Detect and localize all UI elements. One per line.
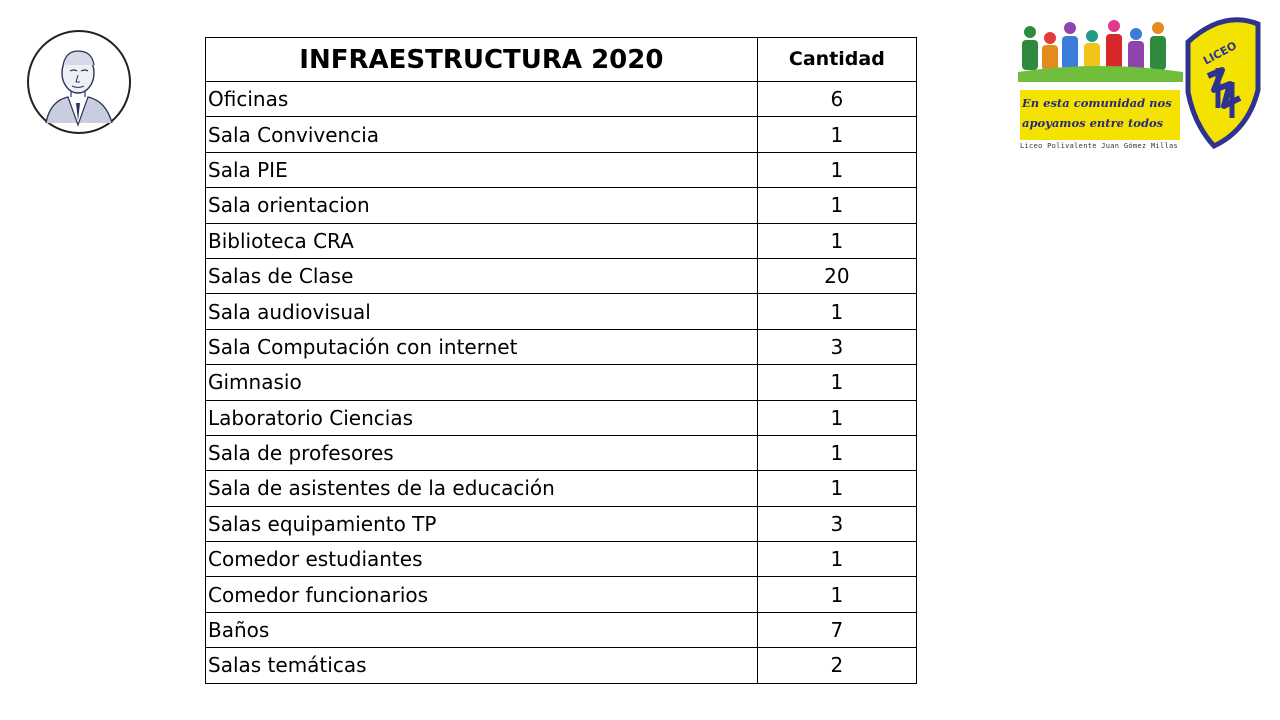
quantity-header: Cantidad [757, 38, 916, 82]
facility-name: Sala de profesores [206, 435, 758, 470]
facility-quantity: 1 [757, 400, 916, 435]
facility-quantity: 1 [757, 542, 916, 577]
facility-name: Sala de asistentes de la educación [206, 471, 758, 506]
founder-portrait-icon [26, 29, 132, 135]
table-row [206, 400, 917, 435]
motto-line-1: En esta comunidad nos [1022, 96, 1172, 110]
facility-name: Comedor estudiantes [206, 542, 758, 577]
facility-quantity: 6 [757, 82, 916, 117]
table-row [206, 506, 917, 541]
facility-quantity: 1 [757, 471, 916, 506]
facility-quantity: 3 [757, 329, 916, 364]
table-row [206, 152, 917, 187]
facility-name: Sala Convivencia [206, 117, 758, 152]
facility-name: Sala orientacion [206, 188, 758, 223]
facility-name: Salas de Clase [206, 258, 758, 293]
table-row [206, 471, 917, 506]
table-row [206, 294, 917, 329]
facility-name: Gimnasio [206, 365, 758, 400]
motto-line-2: apoyamos entre todos [1022, 116, 1164, 130]
facility-quantity: 7 [757, 612, 916, 647]
facility-name: Biblioteca CRA [206, 223, 758, 258]
facility-name: Salas temáticas [206, 648, 758, 683]
table-row [206, 329, 917, 364]
facility-name: Oficinas [206, 82, 758, 117]
table-row [206, 188, 917, 223]
facility-quantity: 1 [757, 152, 916, 187]
facility-quantity: 1 [757, 223, 916, 258]
school-logo [1018, 12, 1264, 152]
table-header-row [206, 38, 917, 82]
table-row [206, 223, 917, 258]
facility-quantity: 3 [757, 506, 916, 541]
community-figures-icon [1018, 20, 1183, 82]
table-row [206, 648, 917, 683]
facility-name: Laboratorio Ciencias [206, 400, 758, 435]
table-row [206, 542, 917, 577]
infrastructure-table [205, 37, 917, 684]
facility-quantity: 1 [757, 435, 916, 470]
facility-name: Baños [206, 612, 758, 647]
crest-label: LICEO [1201, 39, 1239, 68]
table-row [206, 435, 917, 470]
facility-quantity: 1 [757, 577, 916, 612]
facility-name: Sala audiovisual [206, 294, 758, 329]
facility-name: Sala PIE [206, 152, 758, 187]
table-row [206, 258, 917, 293]
table-row [206, 365, 917, 400]
school-name: Liceo Polivalente Juan Gómez Millas [1020, 142, 1179, 150]
facility-quantity: 1 [757, 294, 916, 329]
table-row [206, 577, 917, 612]
table-row [206, 117, 917, 152]
facility-name: Sala Computación con internet [206, 329, 758, 364]
facility-quantity: 1 [757, 117, 916, 152]
table-title: INFRAESTRUCTURA 2020 [206, 38, 758, 82]
facility-name: Comedor funcionarios [206, 577, 758, 612]
table-row [206, 82, 917, 117]
facility-quantity: 1 [757, 188, 916, 223]
facility-name: Salas equipamiento TP [206, 506, 758, 541]
table-row [206, 612, 917, 647]
facility-quantity: 1 [757, 365, 916, 400]
facility-quantity: 20 [757, 258, 916, 293]
school-crest-icon [1188, 20, 1258, 146]
facility-quantity: 2 [757, 648, 916, 683]
